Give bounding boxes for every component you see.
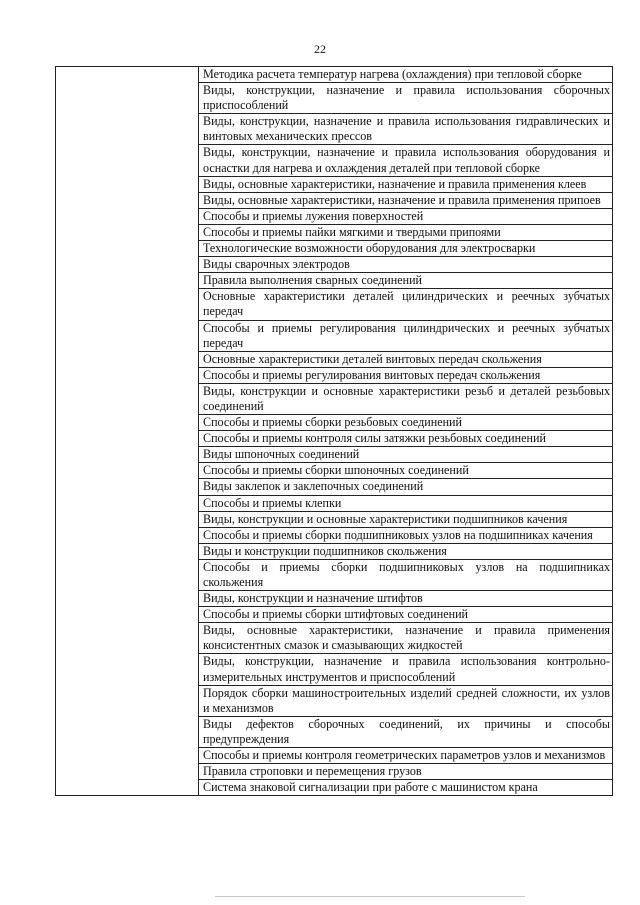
knowledge-item-cell: Виды заклепок и заклепочных соединений [199, 479, 613, 495]
knowledge-item-cell: Правила строповки и перемещения грузов [199, 764, 613, 780]
knowledge-item-cell: Виды шпоночных соединений [199, 447, 613, 463]
knowledge-item-cell: Основные характеристики деталей винтовых передач скольжения [199, 351, 613, 367]
knowledge-item-cell: Способы и приемы сборки штифтовых соединений [199, 607, 613, 623]
knowledge-item-cell: Способы и приемы контроля силы затяжки резьбовых соединений [199, 431, 613, 447]
empty-left-cell [56, 67, 199, 796]
knowledge-item-cell: Виды, конструкции и назначение штифтов [199, 591, 613, 607]
knowledge-item-cell: Способы и приемы пайки мягкими и твердыми припоями [199, 224, 613, 240]
knowledge-item-cell: Способы и приемы сборки резьбовых соединений [199, 415, 613, 431]
table-body [56, 67, 613, 796]
knowledge-item-cell: Виды, конструкции, назначение и правила использования оборудования и оснастки для нагрева и охлаждения деталей при тепловой сборке [199, 145, 613, 176]
knowledge-item-cell: Основные характеристики деталей цилиндрических и реечных зубчатых передач [199, 289, 613, 320]
knowledge-item-cell: Виды сварочных электродов [199, 257, 613, 273]
knowledge-item-cell: Виды, основные характеристики, назначение и правила применения консистентных смазок и смазывающих жидкостей [199, 623, 613, 654]
knowledge-item-cell: Способы и приемы клепки [199, 495, 613, 511]
knowledge-item-cell: Способы и приемы сборки подшипниковых узлов на подшипниках скольжения [199, 559, 613, 590]
scan-artifact-line [215, 896, 525, 897]
knowledge-item-cell: Правила выполнения сварных соединений [199, 273, 613, 289]
knowledge-item-cell: Способы и приемы регулирования винтовых передач скольжения [199, 367, 613, 383]
knowledge-item-cell: Виды, конструкции, назначение и правила использования контрольно-измерительных инструментов и приспособлений [199, 654, 613, 685]
knowledge-item-cell: Способы и приемы сборки шпоночных соединений [199, 463, 613, 479]
knowledge-item-cell: Технологические возможности оборудования для электросварки [199, 241, 613, 257]
knowledge-item-cell: Способы и приемы сборки подшипниковых узлов на подшипниках качения [199, 527, 613, 543]
knowledge-item-cell: Порядок сборки машиностроительных изделий средней сложности, их узлов и механизмов [199, 685, 613, 716]
knowledge-item-cell: Виды, основные характеристики, назначение и правила применения клеев [199, 176, 613, 192]
knowledge-item-cell: Виды, конструкции и основные характеристики подшипников качения [199, 511, 613, 527]
knowledge-item-cell: Виды, конструкции, назначение и правила использования сборочных приспособлений [199, 83, 613, 114]
knowledge-item-cell: Виды, конструкции, назначение и правила использования гидравлических и винтовых механических прессов [199, 114, 613, 145]
knowledge-item-cell: Виды, конструкции и основные характеристики резьб и деталей резьбовых соединений [199, 383, 613, 414]
knowledge-item-cell: Способы и приемы контроля геометрических параметров узлов и механизмов [199, 748, 613, 764]
knowledge-item-cell: Методика расчета температур нагрева (охлаждения) при тепловой сборке [199, 67, 613, 83]
table-row [56, 67, 613, 83]
knowledge-item-cell: Виды дефектов сборочных соединений, их причины и способы предупреждения [199, 716, 613, 747]
knowledge-item-cell: Способы и приемы регулирования цилиндрических и реечных зубчатых передач [199, 320, 613, 351]
page-number: 22 [314, 42, 326, 56]
knowledge-item-cell: Способы и приемы лужения поверхностей [199, 208, 613, 224]
knowledge-table [55, 66, 613, 796]
knowledge-item-cell: Виды и конструкции подшипников скольжения [199, 543, 613, 559]
knowledge-item-cell: Система знаковой сигнализации при работе с машинистом крана [199, 780, 613, 796]
knowledge-item-cell: Виды, основные характеристики, назначение и правила применения припоев [199, 192, 613, 208]
